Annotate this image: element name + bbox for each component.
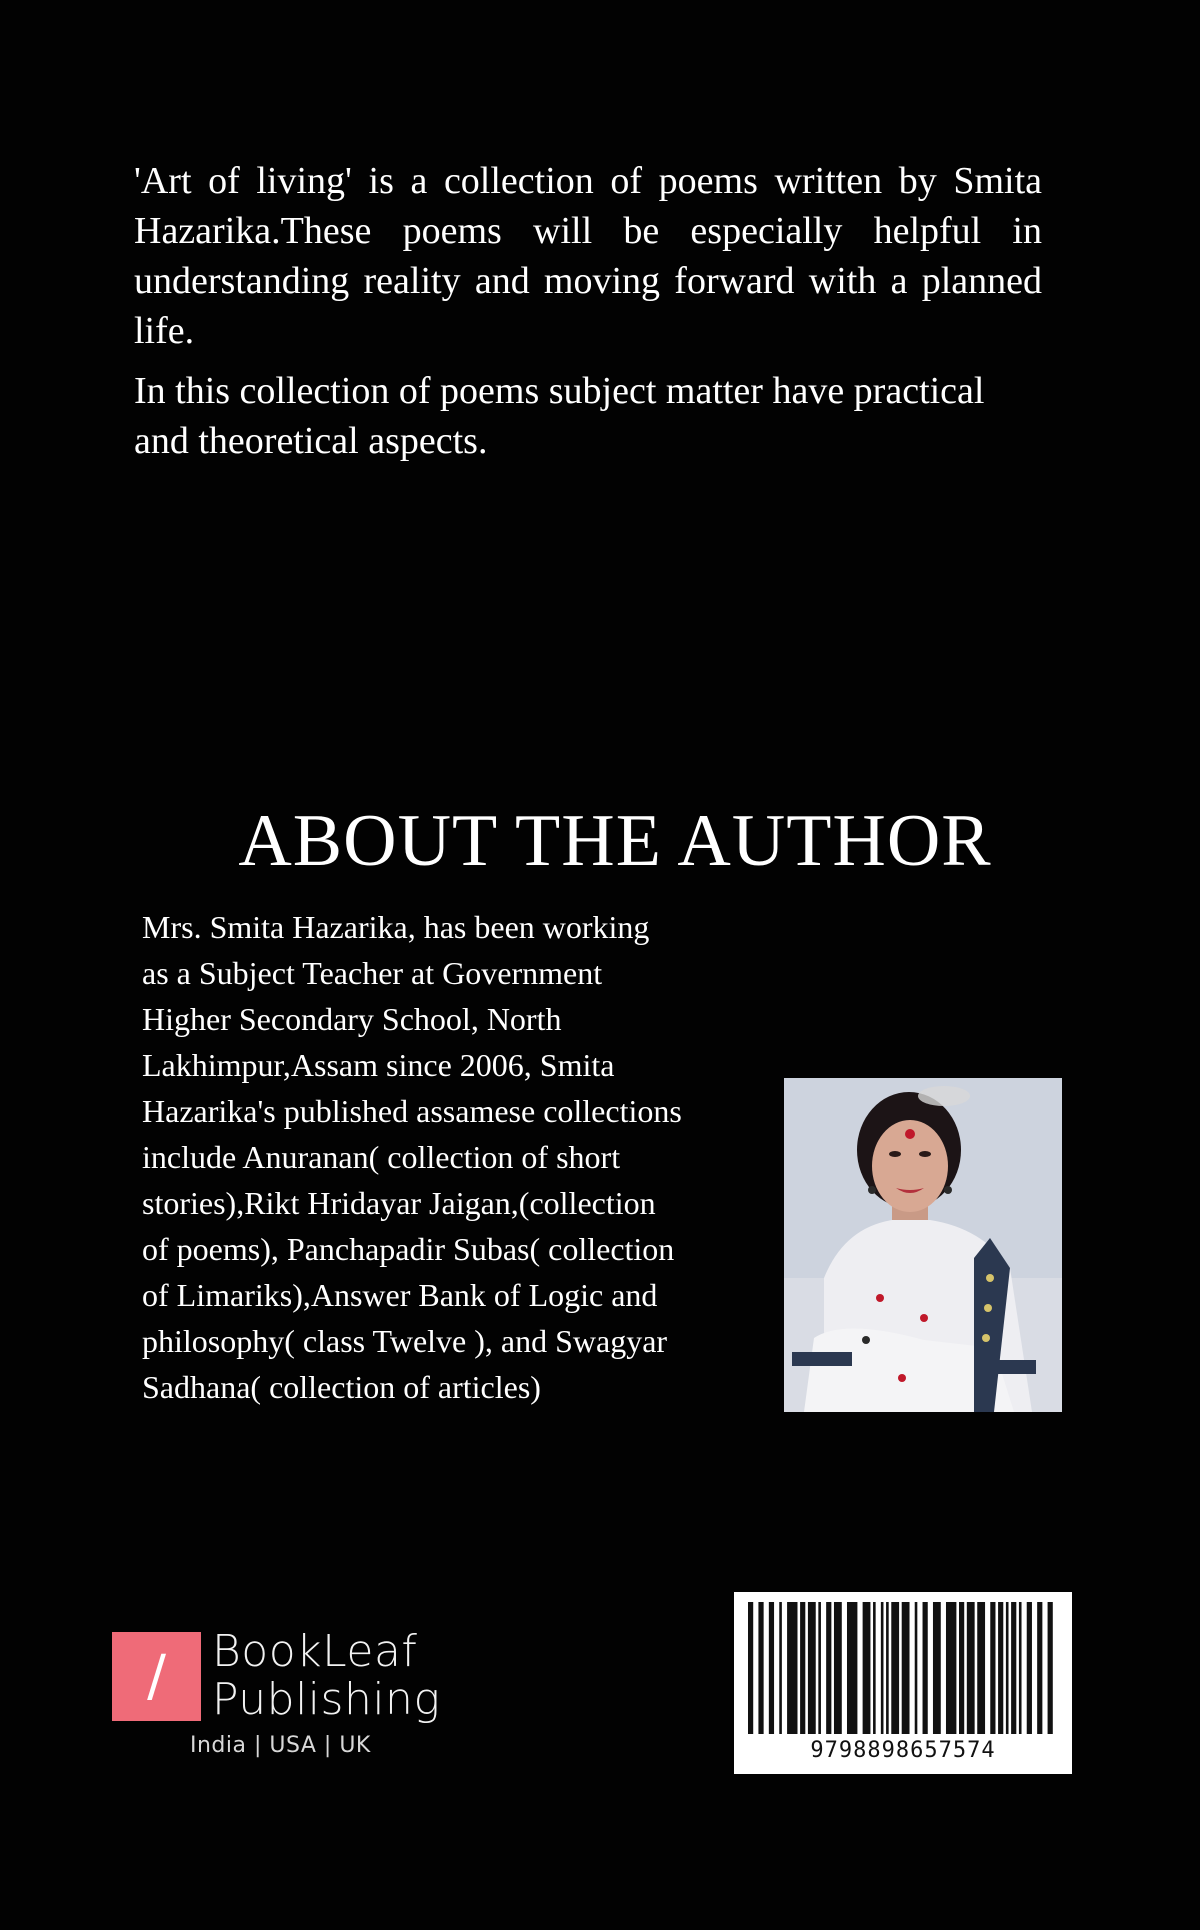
publisher-name-line-1: BookLeaf xyxy=(212,1626,418,1677)
blurb-paragraph-1: 'Art of living' is a collection of poems written by Smita Hazarika.These poems will be especially helpful in understanding reality and moving forward with a planned life. xyxy=(134,160,1042,352)
barcode-bar xyxy=(1006,1602,1009,1734)
blurb-paragraph-2: In this collection of poems subject matter have practical and theoretical aspects. xyxy=(134,370,985,462)
author-bio: Mrs. Smita Hazarika, has been working as a Subject Teacher at Government Higher Secondary School, North Lakhimpur,Assam since 2006, Smita Hazarika's published assamese collections include Anuranan( collection of short stories),Rikt Hridayar Jaigan,(collection of poems), Panchapadir Subas( collection of Limariks),Answer Bank of Logic and philosophy( class Twelve ), and Swagyar Sadhana( collection of articles) xyxy=(142,909,682,1405)
barcode-bar xyxy=(946,1602,956,1734)
barcode-bar xyxy=(998,1602,1003,1734)
barcode-bar xyxy=(1011,1602,1016,1734)
barcode-bar xyxy=(881,1602,884,1734)
about-the-author-heading: ABOUT THE AUTHOR xyxy=(238,800,992,883)
barcode-bar xyxy=(967,1602,975,1734)
barcode-bar xyxy=(977,1602,985,1734)
barcode-bar xyxy=(818,1602,821,1734)
barcode-bar xyxy=(891,1602,899,1734)
isbn-barcode xyxy=(734,1592,1072,1774)
barcode-bar xyxy=(808,1602,816,1734)
publisher-name-line-2: Publishing xyxy=(212,1674,441,1725)
barcode-bar xyxy=(915,1602,918,1734)
book-blurb xyxy=(134,156,1042,476)
barcode-bar xyxy=(769,1602,774,1734)
publisher-regions: India | USA | UK xyxy=(190,1733,371,1758)
barcode-bar xyxy=(787,1602,797,1734)
barcode-bar xyxy=(1027,1602,1032,1734)
barcode-bar xyxy=(863,1602,871,1734)
barcode-bar xyxy=(779,1602,782,1734)
slash-icon: / xyxy=(147,1644,166,1709)
barcode-bar xyxy=(933,1602,941,1734)
barcode-bar xyxy=(990,1602,995,1734)
barcode-bar xyxy=(748,1602,753,1734)
barcode-bar xyxy=(826,1602,831,1734)
barcode-bar xyxy=(886,1602,889,1734)
isbn-number: 9798898657574 xyxy=(810,1738,996,1763)
barcode-bar xyxy=(758,1602,763,1734)
barcode-bar xyxy=(902,1602,910,1734)
barcode-bar xyxy=(1037,1602,1042,1734)
barcode-bar xyxy=(800,1602,805,1734)
barcode-bar xyxy=(1019,1602,1022,1734)
author-portrait-illustration xyxy=(784,1078,1062,1412)
author-photo xyxy=(784,1078,1062,1412)
barcode-bar xyxy=(1048,1602,1053,1734)
publisher-logo xyxy=(112,1628,452,1778)
barcode-bar xyxy=(834,1602,842,1734)
barcode-bar xyxy=(959,1602,964,1734)
barcode-bar xyxy=(923,1602,928,1734)
barcode-bar xyxy=(847,1602,857,1734)
barcode-bar xyxy=(873,1602,876,1734)
